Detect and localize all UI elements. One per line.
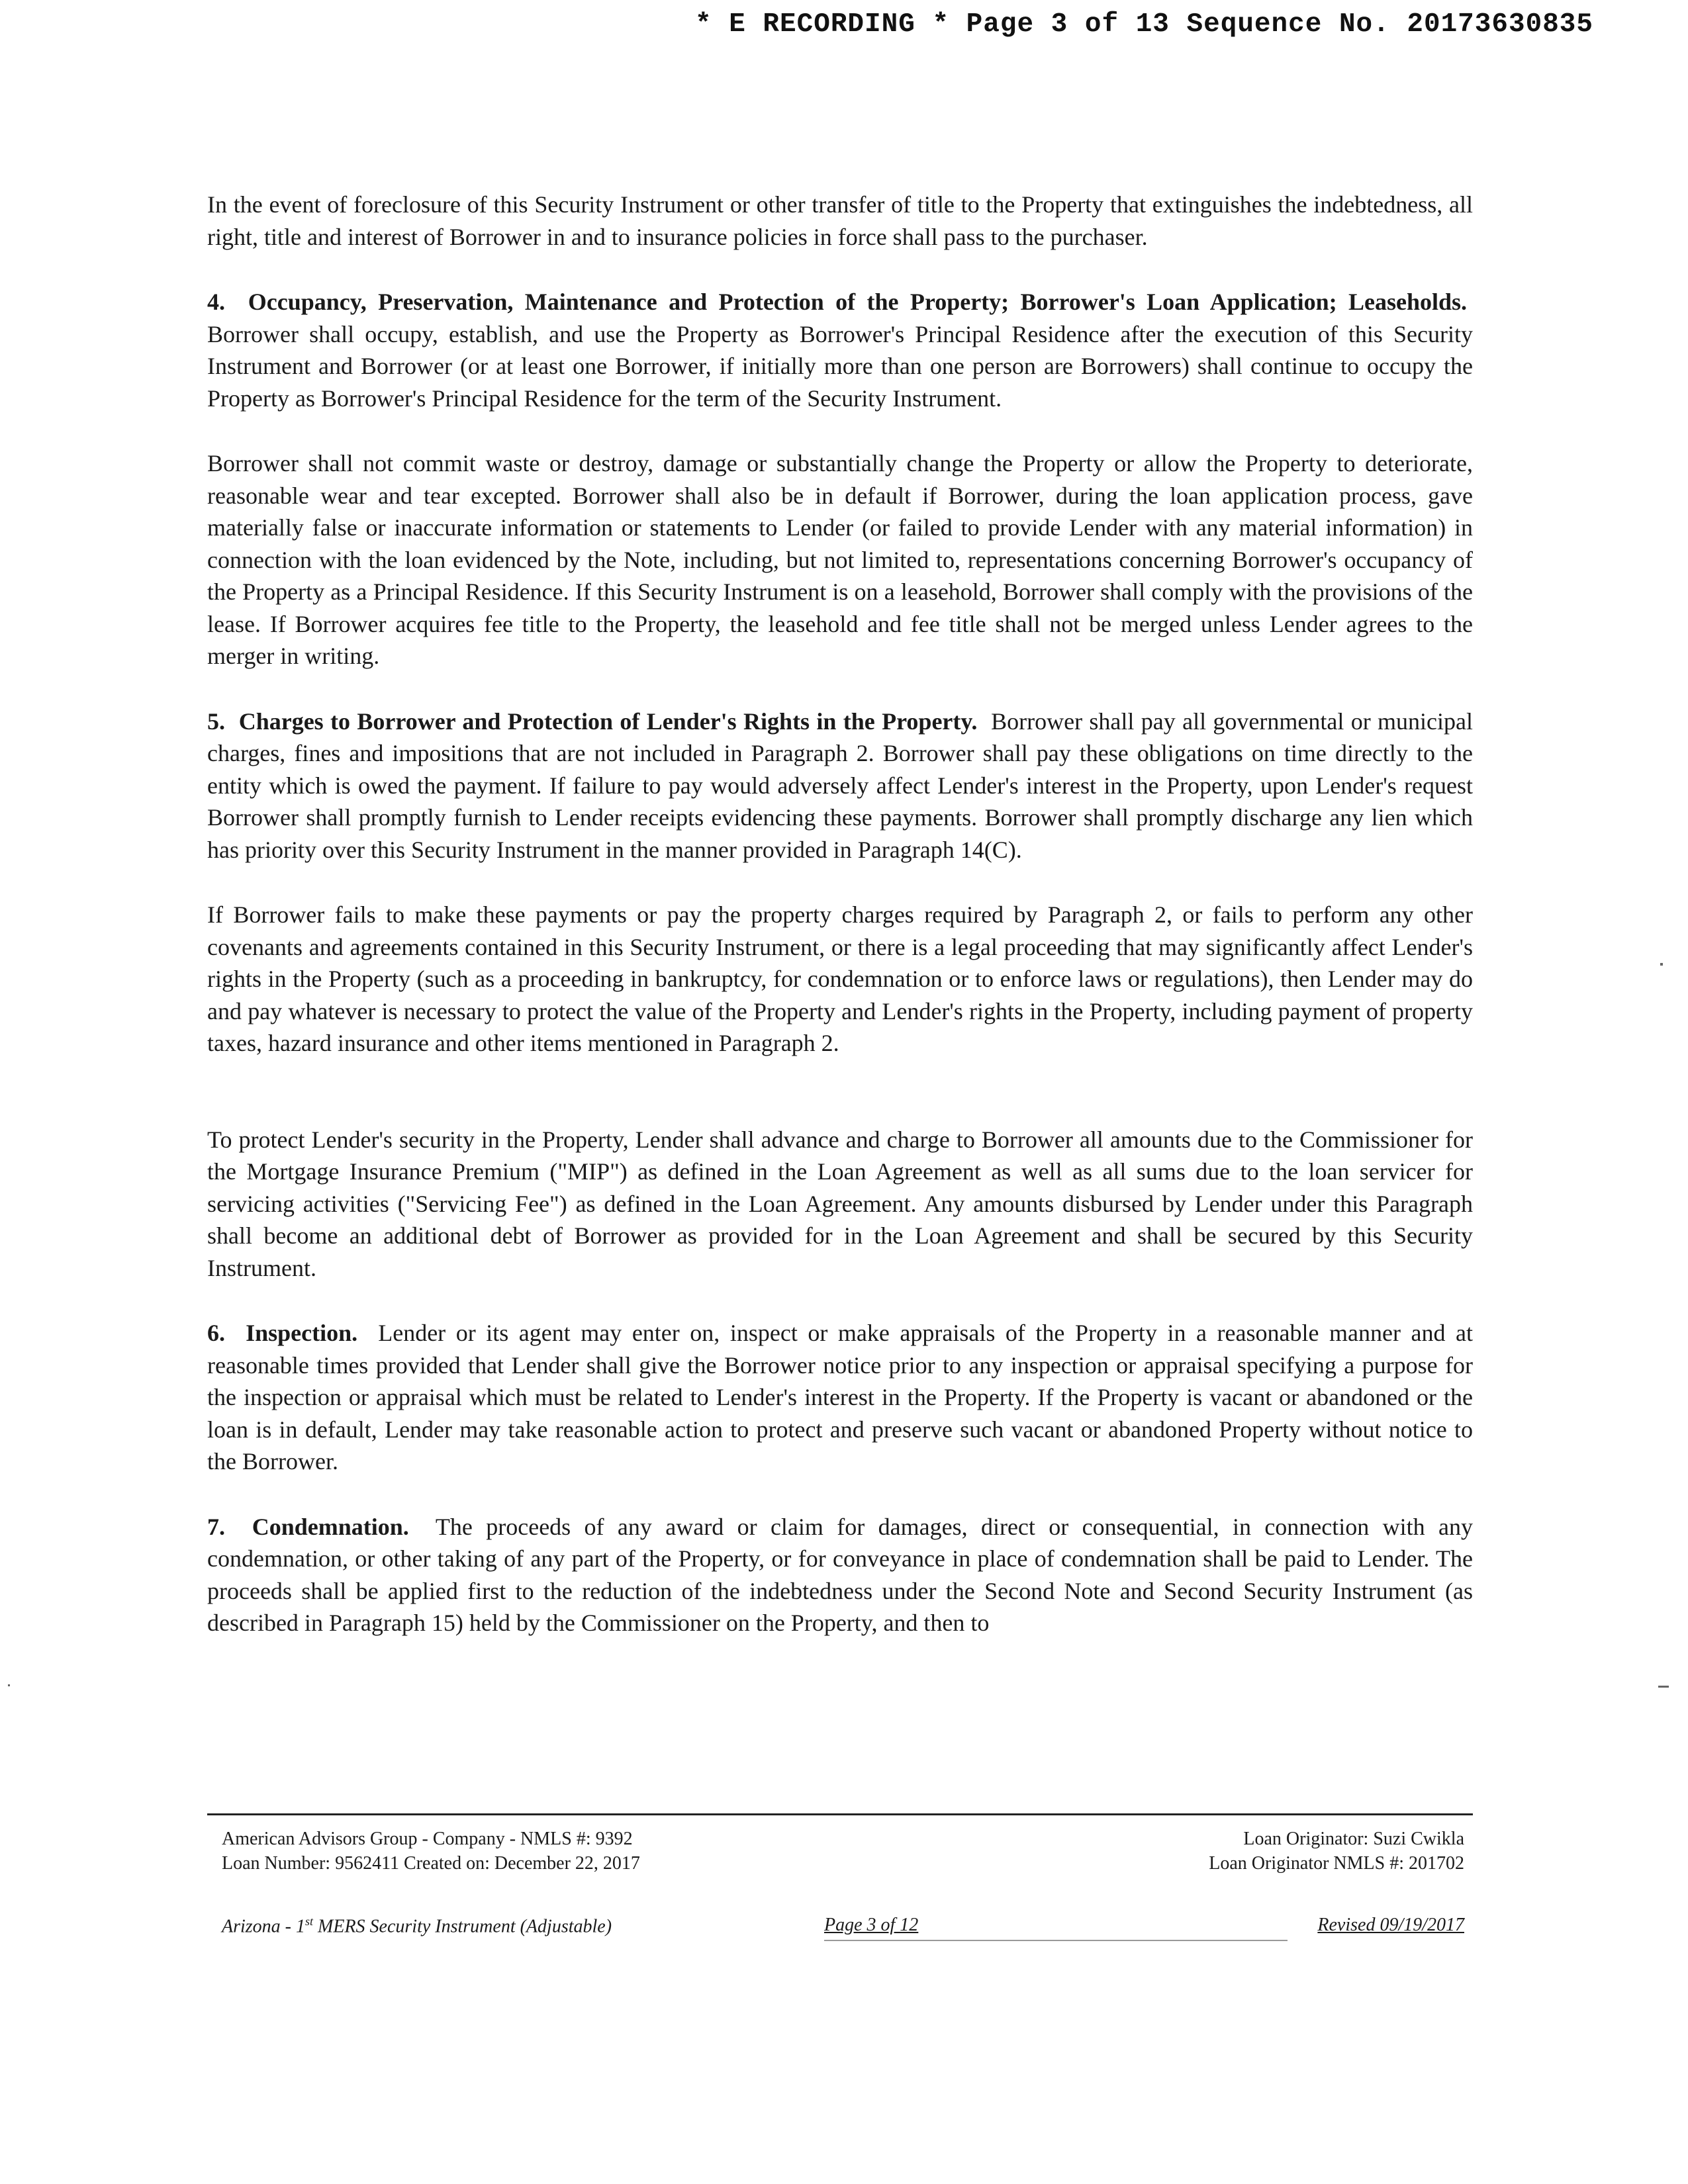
section-5-number: 5. bbox=[207, 707, 225, 735]
section-4-occupancy bbox=[207, 286, 1473, 414]
scan-speck bbox=[8, 1684, 10, 1686]
section-6-number: 6. bbox=[207, 1320, 225, 1346]
section-5-title: Charges to Borrower and Protection of Lender's Rights in the Property. bbox=[238, 707, 978, 735]
form-name-superscript: st bbox=[305, 1915, 314, 1928]
footer-loan-number-line: Loan Number: 9562411 Created on: December 22, 2017 bbox=[222, 1853, 640, 1874]
section-5-charges bbox=[207, 705, 1473, 866]
paragraph-foreclosure: In the event of foreclosure of this Security Instrument or other transfer of title to the Property that extinguishes the indebtedness, all right, title and interest of Borrower in and to insurance policies in force shall pass to the purchaser. bbox=[207, 191, 1473, 250]
paragraph-protect-security: To protect Lender's security in the Property, Lender shall advance and charge to Borrower all amounts due to the Commissioner for the Mortgage Insurance Premium ("MIP") as defined in the Loan Agreement as well as all sums due to the loan servicer for servicing activities ("Servicing Fee") as defined in the Loan Agreement. Any amounts disbursed by Lender under this Paragraph shall become an additional debt of Borrower as provided for in the Loan Agreement and shall be secured by this Security Instrument. bbox=[207, 1126, 1473, 1281]
document-body bbox=[207, 189, 1473, 1672]
footer-company-line: American Advisors Group - Company - NMLS #: 9392 bbox=[222, 1829, 633, 1849]
footer-revised-date: Revised 09/19/2017 bbox=[1317, 1915, 1464, 1935]
footer-page-number: Page 3 of 12 bbox=[824, 1915, 919, 1935]
section-7-condemnation bbox=[207, 1511, 1473, 1639]
section-4-number: 4. bbox=[207, 289, 225, 315]
recording-stamp-header: * E RECORDING * Page 3 of 13 Sequence No. 20173630835 bbox=[695, 9, 1594, 40]
footer-lender-info bbox=[222, 1827, 640, 1876]
section-6-inspection bbox=[207, 1317, 1473, 1478]
paragraph-borrower-fails: If Borrower fails to make these payments or pay the property charges required by Paragraph 2, or fails to perform any other covenants and agreements contained in this Security Instrument, or there is a legal proceeding that may significantly affect Lender's rights in the Property (such as a proceeding in bankruptcy, for condemnation or to enforce laws or regulations), then Lender may do and pay whatever is necessary to protect the value of the Property and Lender's rights in the Property, including payment of property taxes, hazard insurance and other items mentioned in Paragraph 2. bbox=[207, 901, 1473, 1056]
section-5-text: Borrower shall pay all governmental or municipal charges, fines and impositions that are not included in Paragraph 2. Borrower shall pay these obligations on time directly to the entity which is owed the payment. If failure to pay would adversely affect Lender's interest in the Property, upon Lender's request Borrower shall promptly furnish to Lender receipts evidencing these payments. Borrower shall promptly discharge any lien which has priority over this Security Instrument in the manner provided in Paragraph 14(C). bbox=[207, 707, 1473, 863]
scan-speck bbox=[1660, 963, 1663, 966]
footer-originator-name: Loan Originator: Suzi Cwikla bbox=[1243, 1829, 1464, 1849]
footer-form-name bbox=[222, 1915, 612, 1937]
footer-originator-nmls: Loan Originator NMLS #: 201702 bbox=[1209, 1853, 1464, 1874]
section-7-number: 7. bbox=[207, 1513, 225, 1540]
section-6-text: Lender or its agent may enter on, inspect or make appraisals of the Property in a reasonable manner and at reasonable times provided that Lender shall give the Borrower notice prior to any inspection or appraisal specifying a purpose for the inspection or appraisal which must be related to Lender's interest in the Property. If the Property is vacant or abandoned or the loan is in default, Lender may take reasonable action to protect and preserve such vacant or abandoned Property without notice to the Borrower. bbox=[207, 1320, 1474, 1475]
section-4-title: Occupancy, Preservation, Maintenance and Protection of the Property; Borrower's Loan Application; Leaseholds. bbox=[248, 289, 1468, 315]
section-4-text: Borrower shall occupy, establish, and use the Property as Borrower's Principal Residence after the execution of this Security Instrument and Borrower (or at least one Borrower, if initially more than one person are Borrowers) shall continue to occupy the Property as Borrower's Principal Residence for the term of the Security Instrument. bbox=[207, 320, 1473, 412]
footer-page-underline bbox=[824, 1940, 1288, 1941]
paragraph-waste: Borrower shall not commit waste or destroy, damage or substantially change the Property or allow the Property to deteriorate, reasonable wear and tear excepted. Borrower shall also be in default if Borrower, during the loan application process, gave materially false or inaccurate information or statements to Lender (or failed to provide Lender with any material information) in connection with the loan evidenced by the Note, including, but not limited to, representations concerning Borrower's occupancy of the Property as a Principal Residence. If this Security Instrument is on a leasehold, Borrower shall comply with the provisions of the lease. If Borrower acquires fee title to the Property, the leasehold and fee title shall not be merged unless Lender agrees to the merger in writing. bbox=[207, 450, 1473, 669]
section-7-text: The proceeds of any award or claim for damages, direct or consequential, in connection with any condemnation, or other taking of any part of the Property, or for conveyance in place of condemnation shall be paid to Lender. The proceeds shall be applied first to the reduction of the indebtedness under the Second Note and Second Security Instrument (as described in Paragraph 15) held by the Commissioner on the Property, and then to bbox=[207, 1513, 1473, 1636]
form-name-prefix: Arizona - 1 bbox=[222, 1916, 305, 1937]
footer-divider bbox=[207, 1813, 1473, 1815]
section-6-title: Inspection. bbox=[246, 1320, 358, 1346]
section-7-title: Condemnation. bbox=[252, 1513, 409, 1540]
footer-originator-info bbox=[1209, 1827, 1464, 1876]
scan-dash bbox=[1658, 1686, 1669, 1688]
form-name-suffix: MERS Security Instrument (Adjustable) bbox=[313, 1916, 612, 1937]
